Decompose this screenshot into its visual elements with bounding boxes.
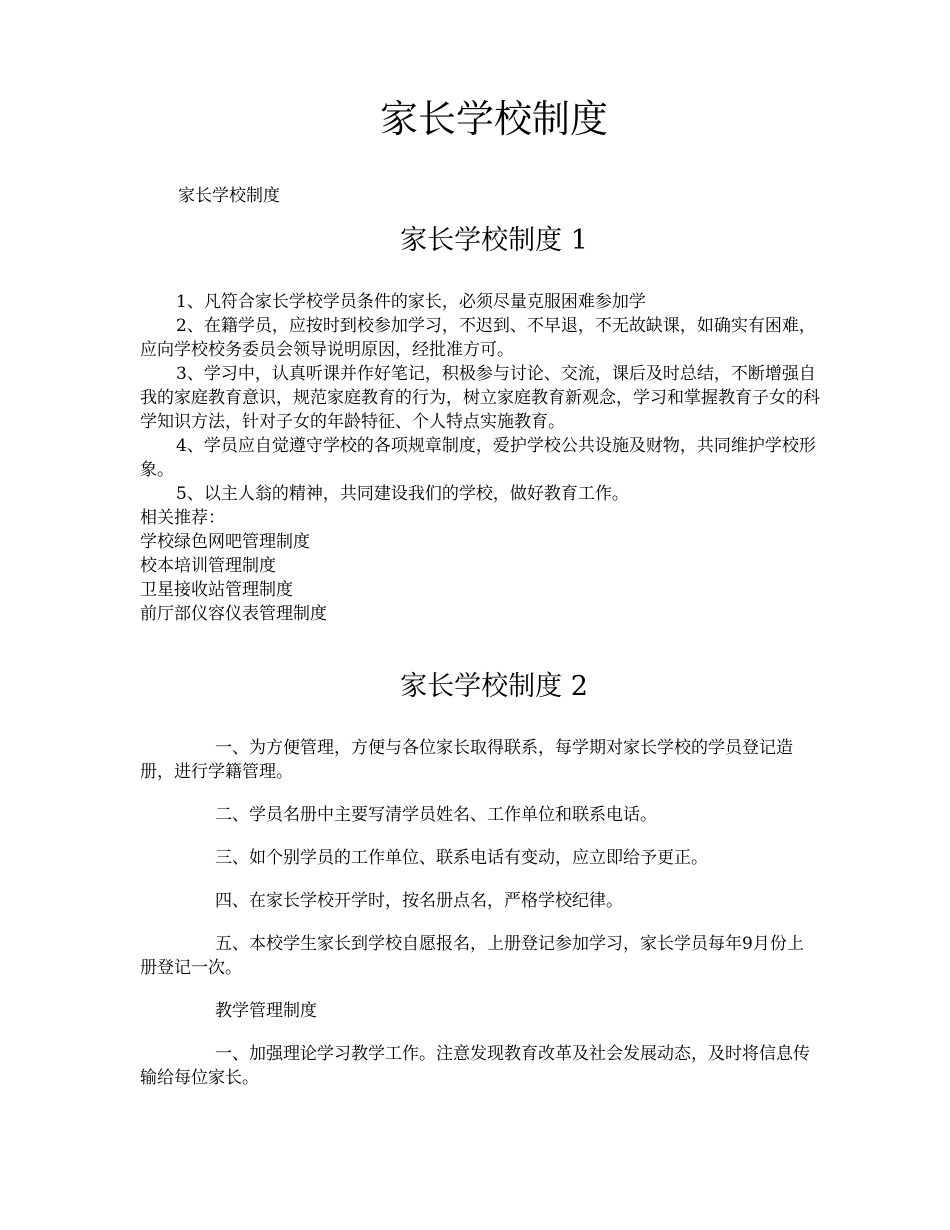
section-2-body <box>140 736 820 1109</box>
paragraph-2: 二、学员名册中主要写清学员姓名、工作单位和联系电话。 <box>215 805 657 825</box>
related-link[interactable]: 学校绿色网吧管理制度 <box>140 532 310 552</box>
section-2-heading: 家长学校制度 2 <box>400 671 588 702</box>
paragraph-3: 三、如个别学员的工作单位、联系电话有变动，应立即给予更正。 <box>215 848 708 868</box>
paragraph-5: 五、本校学生家长到学校自愿报名，上册登记参加学习，家长学员每年9月份上册登记一次。 <box>140 934 804 978</box>
subsection-title: 教学管理制度 <box>215 1001 317 1021</box>
related-link[interactable]: 前厅部仪容仪表管理制度 <box>140 604 327 624</box>
related-link[interactable]: 校本培训管理制度 <box>140 556 276 576</box>
paragraph-4: 四、在家长学校开学时，按名册点名，严格学校纪律。 <box>215 891 623 911</box>
rule-1: 1、凡符合家长学校学员条件的家长，必须尽量克服困难参加学 <box>176 292 646 312</box>
document-title: 家长学校制度 <box>379 97 608 141</box>
document-subtitle: 家长学校制度 <box>178 186 280 206</box>
rule-2: 2、在籍学员，应按时到校参加学习，不迟到、不早退，不无故缺课，如确实有困难，应向学校校务委员会领导说明原因，经批准方可。 <box>140 316 816 360</box>
rule-4: 4、学员应自觉遵守学校的各项规章制度，爱护学校公共设施及财物，共同维护学校形象。 <box>140 436 816 480</box>
rule-5: 5、以主人翁的精神，共同建设我们的学校，做好教育工作。 <box>176 484 629 504</box>
related-label: 相关推荐： <box>140 508 225 528</box>
section-1-heading: 家长学校制度 1 <box>400 225 588 256</box>
related-links-list <box>140 530 820 626</box>
paragraph-6: 一、加强理论学习教学工作。注意发现教育改革及社会发展动态，及时将信息传输给每位家长。 <box>140 1044 810 1088</box>
paragraph-1: 一、为方便管理，方便与各位家长取得联系，每学期对家长学校的学员登记造册，进行学籍管理。 <box>140 738 793 782</box>
section-1-body <box>140 290 820 626</box>
related-link[interactable]: 卫星接收站管理制度 <box>140 580 293 600</box>
rule-3: 3、学习中，认真听课并作好笔记，积极参与讨论、交流，课后及时总结，不断增强自我的家庭教育意识，规范家庭教育的行为，树立家庭教育新观念，学习和掌握教育子女的科学知识方法，针对子女的年龄特征、个人特点实施教育。 <box>140 364 820 432</box>
